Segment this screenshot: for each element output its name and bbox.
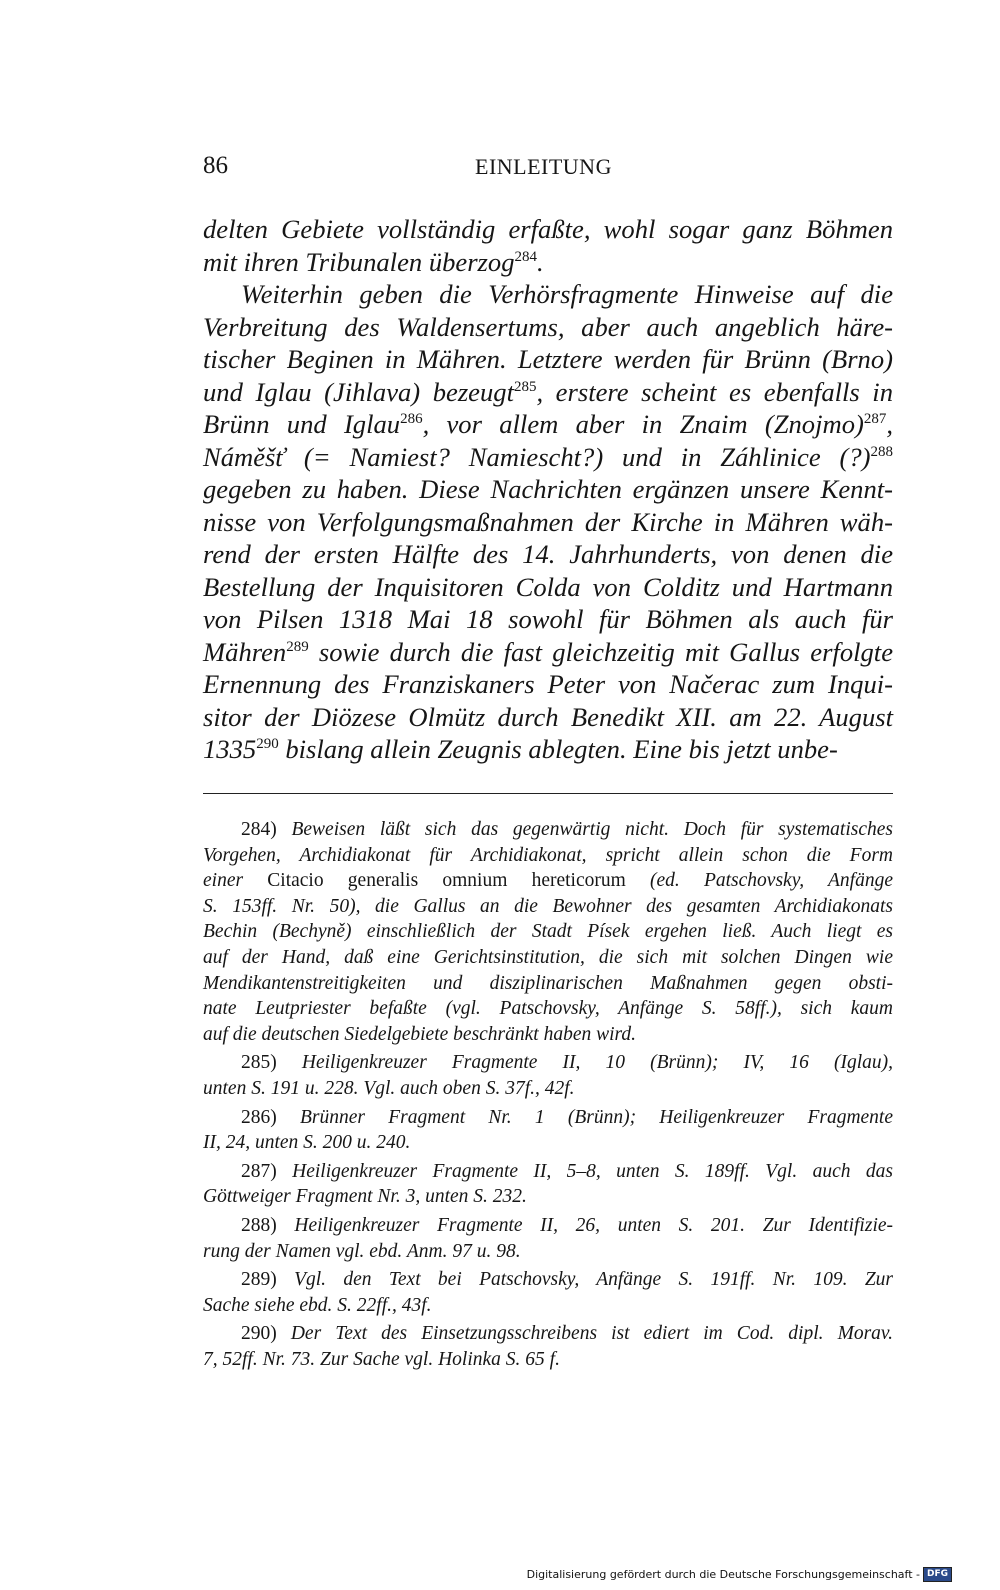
footnote-line [203, 1050, 893, 1076]
footnote-ref: 288 [870, 443, 893, 460]
footnote-line [203, 843, 893, 869]
body-line [203, 506, 893, 539]
footnote-line [203, 1022, 893, 1048]
footnote-text: Beweisen läßt sich das gegenwärtig nicht. Doch für systematisches [291, 819, 893, 840]
footnote-number: 288) [241, 1214, 277, 1236]
body-line [203, 376, 893, 409]
line-text: Brünn und Iglau [203, 409, 401, 439]
footnote-text: rung der Namen vgl. ebd. Anm. 97 u. 98. [203, 1240, 521, 1262]
footnote-text: Vgl. den Text bei Patschovsky, Anfänge S. 191ff. Nr. 109. Zur [294, 1269, 893, 1291]
footnote-text: auf der Hand, daß eine Gerichtsinstitution, die sich mit solchen Dingen wie [203, 946, 893, 968]
line-text: . [537, 246, 544, 277]
footnote-text: Sache siehe ebd. S. 22ff., 43f. [203, 1294, 432, 1316]
digitization-credit [527, 1567, 952, 1582]
footnote-text: Vorgehen, Archidiakonat für Archidiakonat, spricht allein schon die Form [203, 844, 893, 866]
footnote-text: (ed. Patschovsky, Anfänge [625, 870, 893, 892]
body-line [203, 701, 893, 734]
footnote-number: 284) [241, 819, 277, 840]
line-text: nisse von Verfolgungsmaßnahmen der Kirche in Mähren wäh- [203, 506, 893, 537]
footnote-text: Der Text des Einsetzungsschreibens ist ediert im Cod. dipl. Morav. [290, 1323, 893, 1345]
footnote-text: Göttweiger Fragment Nr. 3, unten S. 232. [203, 1186, 527, 1208]
body-line [203, 571, 893, 604]
footnote-ref: 285 [513, 378, 537, 395]
footnote-line [203, 1159, 893, 1185]
footnote-number: 285) [241, 1052, 277, 1074]
footnote-number: 289) [241, 1269, 277, 1291]
body-line [203, 473, 893, 506]
footnote-line [203, 1267, 893, 1293]
line-text: mit ihren Tribunalen überzog [203, 246, 515, 277]
body-text [203, 213, 893, 766]
footnote [203, 1050, 893, 1101]
footnote-line [203, 1347, 893, 1373]
footnote-text: Bechin (Bechyně) einschließlich der Stadt Písek ergehen ließ. Auch liegt es [203, 921, 893, 943]
line-text: Weiterhin geben die Verhörsfragmente Hinweise auf die [241, 279, 893, 309]
footnote-text: Heiligenkreuzer Fragmente II, 10 (Brünn); IV, 16 (Iglau), [301, 1052, 894, 1074]
line-text: Ernennung des Franziskaners Peter von Načerac zum Inqui- [203, 669, 893, 699]
footnotes [203, 817, 893, 1375]
body-line [203, 668, 893, 701]
page-number: 86 [203, 152, 228, 179]
line-text: tischer Beginen in Mähren. Letztere werden für Brünn (Brno) [203, 344, 893, 374]
footnote-text: Mendikantenstreitigkeiten und disziplinarischen Maßnahmen gegen obsti- [203, 972, 893, 994]
body-line [203, 408, 893, 441]
footnote-line [203, 1184, 893, 1210]
line-text: Verbreitung des Waldensertums, aber auch angeblich häre- [203, 311, 893, 342]
footnote-line [203, 1076, 893, 1102]
footnote-ref: 290 [256, 736, 279, 752]
body-line [203, 733, 893, 766]
footnote-text: Heiligenkreuzer Fragmente II, 26, unten S. 201. Zur Identifizie- [294, 1214, 894, 1236]
footnote-text: II, 24, unten S. 200 u. 240. [203, 1132, 411, 1154]
footnote-line [203, 996, 893, 1022]
dfg-logo: DFG [923, 1567, 952, 1582]
footnote-line [203, 868, 893, 894]
line-text: Náměšť (= Namiest? Namiescht?) und in Záhlinice (?) [203, 441, 871, 472]
line-text: 1335 [203, 734, 257, 764]
footnote-ref: 289 [286, 638, 309, 655]
body-line [203, 213, 893, 246]
body-line [203, 278, 893, 311]
body-line [203, 603, 893, 636]
footnote-line [203, 945, 893, 971]
body-line [203, 636, 893, 669]
line-text: sitor der Diözese Olmütz durch Benedikt XII. am 22. August [203, 701, 893, 732]
line-text: bislang allein Zeugnis ablegten. Eine bis jetzt unbe- [278, 734, 838, 764]
line-text: und Iglau (Jihlava) bezeugt [203, 376, 514, 407]
footnote [203, 817, 893, 1047]
body-line [203, 538, 893, 571]
line-text: , [886, 409, 893, 439]
footnote [203, 1321, 893, 1372]
footnote-text: nate Leutpriester befaßte (vgl. Patschovsky, Anfänge S. 58ff.), sich kaum [203, 998, 893, 1020]
footnote-line [203, 1213, 893, 1239]
body-line [203, 343, 893, 376]
line-text: gegeben zu haben. Diese Nachrichten ergänzen unsere Kennt- [203, 474, 893, 504]
footnote-text: S. 153ff. Nr. 50), die Gallus an die Bewohner des gesamten Archidiakonats [203, 895, 893, 917]
line-text: Bestellung der Inquisitoren Colda von Colditz und Hartmann [203, 571, 893, 602]
footnote-number: 290) [241, 1323, 277, 1345]
footnote-ref: 287 [863, 411, 887, 427]
body-line [203, 311, 893, 344]
line-text: Mähren [203, 636, 287, 667]
footnote-text: 7, 52ff. Nr. 73. Zur Sache vgl. Holinka S. 65 f. [203, 1348, 560, 1370]
running-head: EINLEITUNG [475, 154, 612, 179]
line-text: rend der ersten Hälfte des 14. Jahrhunderts, von denen die [203, 539, 893, 569]
body-line [203, 441, 893, 474]
credit-text: Digitalisierung gefördert durch die Deutsche Forschungsgemeinschaft - [526, 1568, 920, 1581]
footnote-text: Brünner Fragment Nr. 1 (Brünn); Heiligenkreuzer Fragmente [299, 1106, 894, 1128]
body-line [203, 246, 893, 279]
footnote-divider [203, 793, 893, 794]
footnote-number: 287) [241, 1160, 277, 1182]
footnote-ref: 286 [400, 411, 423, 427]
footnote-line [203, 1105, 893, 1131]
line-text: sowie durch die fast gleichzeitig mit Gallus erfolgte [308, 636, 893, 667]
footnote-text: unten S. 191 u. 228. Vgl. auch oben S. 37f., 42f. [203, 1077, 575, 1099]
footnote-number: 286) [241, 1106, 277, 1128]
line-text: von Pilsen 1318 Mai 18 sowohl für Böhmen als auch für [203, 604, 893, 634]
footnote-text: auf die deutschen Siedelgebiete beschränkt haben wird. [203, 1023, 637, 1045]
footnote [203, 1159, 893, 1210]
footnote-line [203, 971, 893, 997]
footnote-line [203, 1321, 893, 1347]
line-text: , erstere scheint es ebenfalls in [536, 376, 893, 407]
footnote-text: einer [203, 870, 268, 892]
footnote-line [203, 1130, 893, 1156]
line-text: , vor allem aber in Znaim (Znojmo) [422, 409, 864, 439]
footnote [203, 1267, 893, 1318]
footnote-line [203, 919, 893, 945]
line-text: delten Gebiete vollständig erfaßte, wohl sogar ganz Böhmen [203, 214, 893, 244]
footnote-line [203, 1239, 893, 1265]
footnote [203, 1213, 893, 1264]
footnote-line [203, 894, 893, 920]
footnote-line [203, 817, 893, 843]
footnote-text: Heiligenkreuzer Fragmente II, 5–8, unten S. 189ff. Vgl. auch das [292, 1160, 894, 1182]
footnote [203, 1105, 893, 1156]
footnote-line [203, 1293, 893, 1319]
footnote-ref: 284 [514, 248, 538, 265]
footnote-text: Citacio generalis omnium hereticorum [267, 870, 626, 892]
